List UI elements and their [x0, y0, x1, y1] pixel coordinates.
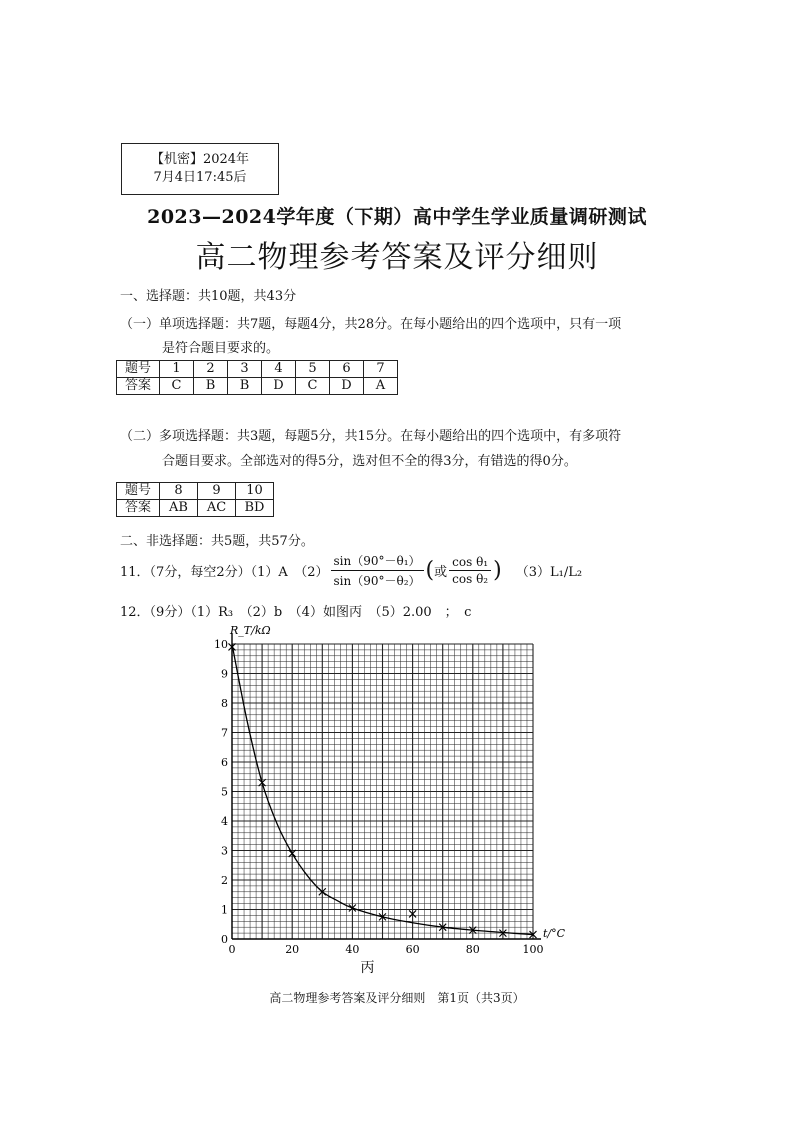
y-axis-label: R_T/kΩ [230, 624, 271, 637]
y-tick-label: 0 [221, 933, 228, 946]
question-number-cell: 3 [228, 361, 262, 378]
answer-cell: C [160, 378, 194, 395]
question-number-cell: 4 [262, 361, 296, 378]
part1-instructions-line1: （一）单项选择题：共7题，每题4分，共28分。在每小题给出的四个选项中，只有一项 [120, 317, 622, 332]
x-tick-label: 40 [345, 943, 360, 956]
answer-cell: D [262, 378, 296, 395]
answer-cell: B [194, 378, 228, 395]
x-tick-label: 100 [522, 943, 544, 956]
question-number-cell: 9 [198, 483, 236, 500]
chart-caption: 丙 [360, 960, 375, 976]
answer-cell: AB [160, 500, 198, 517]
answer-cell: D [330, 378, 364, 395]
table-header-question: 题号 [117, 361, 160, 378]
y-tick-label: 9 [221, 667, 228, 681]
y-tick-label: 1 [221, 903, 228, 917]
q11-or-text: 或 [434, 565, 448, 580]
y-tick-label: 6 [221, 756, 228, 769]
y-tick-label: 4 [221, 815, 228, 828]
x-tick-label: 80 [465, 943, 480, 956]
x-tick-label: 20 [285, 943, 300, 956]
page-title: 高二物理参考答案及评分细则 [195, 240, 599, 275]
answer-cell: C [296, 378, 330, 395]
question-number-cell: 8 [160, 483, 198, 500]
exam-title: 2023—2024学年度（下期）高中学生学业质量调研测试 [147, 206, 647, 228]
q11-frac2-denominator: cos θ₂ [452, 572, 489, 586]
part2-instructions-line1: （二）多项选择题：共3题，每题5分，共15分。在每小题给出的四个选项中，有多项符 [120, 429, 622, 444]
q11-frac2-numerator: cos θ₁ [449, 555, 491, 571]
question-number-cell: 5 [296, 361, 330, 378]
answer-cell: B [228, 378, 262, 395]
table-header-answer: 答案 [117, 378, 160, 395]
y-tick-label: 10 [214, 638, 228, 651]
table-header-question: 题号 [117, 483, 160, 500]
q12-answer: 12．（9分）（1）R₃ （2）b （4）如图丙 （5）2.00 ； c [120, 605, 472, 620]
question-number-cell: 1 [160, 361, 194, 378]
section1-heading: 一、选择题：共10题，共43分 [120, 289, 297, 304]
q11-answer: 11．（7分，每空2分）（1）A （2） $\frac{\text{sin（90°－θ₁）}}{\text{sin（90°－θ₂）}}$ ( 或 $\frac{\text{cos θ₁}}{\text{cos θ₂}}$ ) （3）L₁/L₂ [120, 554, 583, 588]
part2-instructions-line2: 合题目要求。全部选对的得5分，选对但不全的得3分，有错选的得0分。 [162, 454, 577, 469]
y-tick-label: 3 [221, 844, 228, 858]
x-tick-label: 0 [228, 943, 236, 956]
page-footer: 高二物理参考答案及评分细则 第1页（共3页） [269, 991, 525, 1005]
y-tick-label: 2 [221, 874, 228, 887]
part1-instructions-line2: 是符合题目要求的。 [162, 341, 280, 356]
answer-cell: BD [236, 500, 274, 517]
x-axis-label: t/°C [543, 927, 566, 940]
question-number-cell: 6 [330, 361, 364, 378]
table-header-answer: 答案 [117, 500, 160, 517]
y-tick-label: 5 [221, 785, 228, 799]
confidential-line2: 7月4日17:45后 [153, 170, 247, 185]
question-number-cell: 10 [236, 483, 274, 500]
section2-heading: 二、非选择题：共5题，共57分。 [120, 534, 314, 549]
q11-frac1-denominator: sin（90°－θ₂） [333, 574, 421, 588]
question-number-cell: 2 [194, 361, 228, 378]
q11-frac1-numerator: sin（90°－θ₁） [331, 552, 424, 571]
y-tick-label: 8 [221, 697, 228, 710]
confidential-line1: 【机密】2024年 [150, 152, 250, 167]
answer-cell: AC [198, 500, 236, 517]
q11-prefix: 11．（7分，每空2分）（1）A （2） [120, 565, 329, 580]
question-number-cell: 7 [364, 361, 398, 378]
y-tick-label: 7 [221, 726, 228, 740]
x-tick-label: 60 [405, 943, 420, 956]
answer-cell: A [364, 378, 398, 395]
q11-suffix: （3）L₁/L₂ [515, 565, 583, 580]
